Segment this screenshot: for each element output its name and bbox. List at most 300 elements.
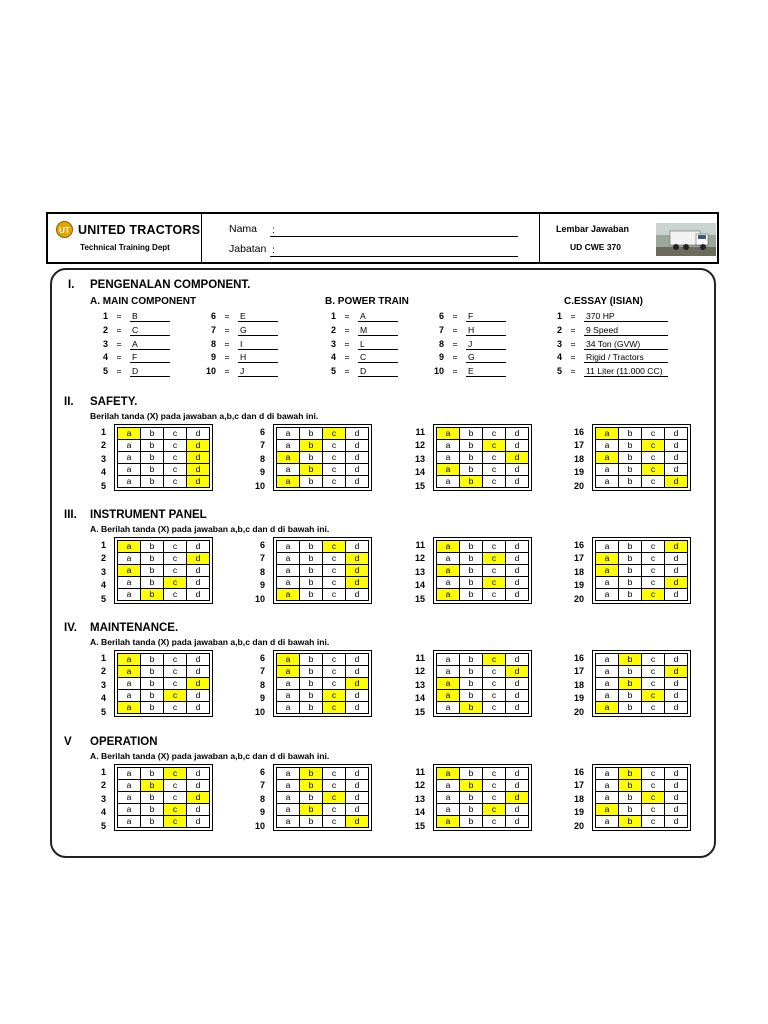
answer-option-c[interactable]: c [642,702,665,714]
answer-option-b[interactable]: b [619,678,642,690]
answer-option-c[interactable]: c [483,816,506,828]
answer-option-c[interactable]: c [323,589,346,601]
answer-option-a[interactable]: a [437,553,460,565]
answer-option-b[interactable]: b [460,541,483,553]
answer-option-d[interactable]: d [187,792,210,804]
answer-option-d[interactable]: d [346,565,369,577]
answer-option-b[interactable]: b [141,464,164,476]
answer-option-c[interactable]: c [164,565,187,577]
answer-option-d[interactable]: d [665,702,688,714]
answer-option-c[interactable]: c [164,440,187,452]
answer-option-a[interactable]: a [118,666,141,678]
answer-option-c[interactable]: c [323,476,346,488]
answer-option-b[interactable]: b [141,702,164,714]
answer-option-d[interactable]: d [346,589,369,601]
answer-option-c[interactable]: c [642,816,665,828]
answer-option-a[interactable]: a [437,440,460,452]
answer-option-c[interactable]: c [642,428,665,440]
answer-option-a[interactable]: a [596,768,619,780]
answer-option-a[interactable]: a [277,565,300,577]
answer-option-a[interactable]: a [596,792,619,804]
answer-option-d[interactable]: d [665,690,688,702]
answer-option-c[interactable]: c [642,452,665,464]
answer-option-a[interactable]: a [277,541,300,553]
answer-option-a[interactable]: a [277,589,300,601]
answer-option-b[interactable]: b [619,666,642,678]
answer-option-b[interactable]: b [141,589,164,601]
answer-option-c[interactable]: c [483,690,506,702]
answer-option-b[interactable]: b [460,690,483,702]
answer-option-d[interactable]: d [187,690,210,702]
answer-option-b[interactable]: b [141,541,164,553]
answer-option-c[interactable]: c [164,428,187,440]
answer-option-d[interactable]: d [665,577,688,589]
answer-option-b[interactable]: b [619,565,642,577]
answer-option-a[interactable]: a [277,577,300,589]
answer-option-b[interactable]: b [141,804,164,816]
answer-option-a[interactable]: a [437,654,460,666]
answer-option-a[interactable]: a [437,476,460,488]
answer-option-c[interactable]: c [323,654,346,666]
answer-option-a[interactable]: a [437,780,460,792]
answer-option-b[interactable]: b [141,476,164,488]
answer-option-a[interactable]: a [277,666,300,678]
answer-option-b[interactable]: b [460,768,483,780]
answer-option-d[interactable]: d [187,565,210,577]
answer-option-b[interactable]: b [300,440,323,452]
answer-option-a[interactable]: a [596,464,619,476]
answer-option-b[interactable]: b [300,690,323,702]
answer-option-d[interactable]: d [346,654,369,666]
answer-option-d[interactable]: d [187,577,210,589]
answer-option-b[interactable]: b [460,804,483,816]
answer-option-a[interactable]: a [277,792,300,804]
answer-option-d[interactable]: d [665,792,688,804]
answer-option-d[interactable]: d [187,476,210,488]
answer-option-a[interactable]: a [118,804,141,816]
answer-option-d[interactable]: d [346,780,369,792]
answer-option-d[interactable]: d [187,816,210,828]
answer-option-b[interactable]: b [619,690,642,702]
answer-option-c[interactable]: c [483,804,506,816]
answer-option-c[interactable]: c [483,565,506,577]
answer-option-a[interactable]: a [437,792,460,804]
answer-option-a[interactable]: a [437,428,460,440]
answer-option-b[interactable]: b [460,589,483,601]
answer-option-a[interactable]: a [437,816,460,828]
answer-option-b[interactable]: b [300,476,323,488]
answer-option-d[interactable]: d [346,768,369,780]
answer-option-a[interactable]: a [118,702,141,714]
answer-option-b[interactable]: b [300,452,323,464]
answer-option-b[interactable]: b [300,780,323,792]
answer-option-a[interactable]: a [118,428,141,440]
answer-option-d[interactable]: d [187,768,210,780]
answer-option-c[interactable]: c [483,780,506,792]
answer-option-d[interactable]: d [506,541,529,553]
answer-option-b[interactable]: b [619,804,642,816]
answer-option-a[interactable]: a [596,452,619,464]
answer-option-b[interactable]: b [141,666,164,678]
answer-option-c[interactable]: c [323,440,346,452]
answer-option-b[interactable]: b [300,589,323,601]
answer-option-b[interactable]: b [619,440,642,452]
answer-option-d[interactable]: d [346,816,369,828]
answer-option-c[interactable]: c [642,678,665,690]
answer-option-b[interactable]: b [460,816,483,828]
answer-option-d[interactable]: d [346,464,369,476]
answer-option-d[interactable]: d [506,565,529,577]
answer-option-c[interactable]: c [642,780,665,792]
answer-option-a[interactable]: a [277,768,300,780]
answer-option-c[interactable]: c [323,690,346,702]
answer-option-d[interactable]: d [506,440,529,452]
answer-option-d[interactable]: d [346,553,369,565]
answer-option-b[interactable]: b [141,452,164,464]
answer-option-b[interactable]: b [141,440,164,452]
answer-option-d[interactable]: d [187,428,210,440]
answer-option-b[interactable]: b [300,464,323,476]
answer-option-a[interactable]: a [277,702,300,714]
answer-option-c[interactable]: c [642,464,665,476]
answer-option-b[interactable]: b [619,541,642,553]
answer-option-b[interactable]: b [141,654,164,666]
answer-option-c[interactable]: c [164,768,187,780]
answer-option-a[interactable]: a [596,816,619,828]
answer-option-a[interactable]: a [277,780,300,792]
answer-option-d[interactable]: d [665,553,688,565]
answer-option-c[interactable]: c [164,678,187,690]
answer-option-a[interactable]: a [277,690,300,702]
answer-option-c[interactable]: c [164,589,187,601]
answer-option-a[interactable]: a [437,577,460,589]
answer-option-d[interactable]: d [665,464,688,476]
answer-option-a[interactable]: a [118,792,141,804]
answer-option-b[interactable]: b [619,577,642,589]
answer-option-d[interactable]: d [665,541,688,553]
answer-option-a[interactable]: a [596,666,619,678]
answer-option-d[interactable]: d [346,804,369,816]
answer-option-d[interactable]: d [187,589,210,601]
answer-option-d[interactable]: d [665,428,688,440]
answer-option-c[interactable]: c [323,768,346,780]
answer-option-a[interactable]: a [437,702,460,714]
answer-option-a[interactable]: a [596,589,619,601]
answer-option-b[interactable]: b [460,666,483,678]
answer-option-b[interactable]: b [300,428,323,440]
answer-option-c[interactable]: c [483,654,506,666]
answer-option-a[interactable]: a [277,428,300,440]
answer-option-d[interactable]: d [346,678,369,690]
answer-option-d[interactable]: d [346,452,369,464]
answer-option-a[interactable]: a [596,678,619,690]
answer-option-a[interactable]: a [118,553,141,565]
answer-option-a[interactable]: a [596,541,619,553]
answer-option-b[interactable]: b [619,553,642,565]
answer-option-b[interactable]: b [619,780,642,792]
answer-option-c[interactable]: c [642,440,665,452]
answer-option-b[interactable]: b [460,577,483,589]
answer-option-a[interactable]: a [437,589,460,601]
answer-option-c[interactable]: c [642,565,665,577]
answer-option-b[interactable]: b [619,464,642,476]
answer-option-b[interactable]: b [460,654,483,666]
answer-option-b[interactable]: b [141,577,164,589]
answer-option-d[interactable]: d [346,792,369,804]
answer-option-a[interactable]: a [118,476,141,488]
answer-option-c[interactable]: c [483,792,506,804]
answer-option-a[interactable]: a [437,666,460,678]
answer-option-b[interactable]: b [460,476,483,488]
answer-option-d[interactable]: d [346,476,369,488]
answer-option-d[interactable]: d [187,440,210,452]
answer-option-a[interactable]: a [437,690,460,702]
answer-option-b[interactable]: b [619,792,642,804]
answer-option-d[interactable]: d [506,589,529,601]
answer-option-b[interactable]: b [300,702,323,714]
answer-option-a[interactable]: a [118,464,141,476]
answer-option-a[interactable]: a [118,654,141,666]
answer-option-c[interactable]: c [323,792,346,804]
answer-option-c[interactable]: c [164,792,187,804]
answer-option-d[interactable]: d [665,804,688,816]
answer-option-d[interactable]: d [506,428,529,440]
answer-option-b[interactable]: b [300,816,323,828]
answer-option-d[interactable]: d [506,792,529,804]
answer-option-c[interactable]: c [164,553,187,565]
answer-option-c[interactable]: c [483,666,506,678]
answer-option-c[interactable]: c [323,553,346,565]
answer-option-d[interactable]: d [665,678,688,690]
answer-option-a[interactable]: a [277,816,300,828]
answer-option-d[interactable]: d [187,780,210,792]
answer-option-c[interactable]: c [642,589,665,601]
answer-option-d[interactable]: d [187,452,210,464]
answer-option-c[interactable]: c [323,666,346,678]
answer-option-c[interactable]: c [642,690,665,702]
answer-option-b[interactable]: b [619,816,642,828]
answer-option-b[interactable]: b [460,428,483,440]
answer-option-b[interactable]: b [619,768,642,780]
answer-option-a[interactable]: a [437,464,460,476]
answer-option-b[interactable]: b [300,565,323,577]
answer-option-b[interactable]: b [619,428,642,440]
answer-option-d[interactable]: d [665,666,688,678]
answer-option-a[interactable]: a [596,804,619,816]
answer-option-c[interactable]: c [483,589,506,601]
answer-option-c[interactable]: c [164,476,187,488]
answer-option-b[interactable]: b [141,553,164,565]
answer-option-a[interactable]: a [596,702,619,714]
answer-option-d[interactable]: d [187,464,210,476]
answer-option-c[interactable]: c [164,780,187,792]
answer-option-a[interactable]: a [277,553,300,565]
answer-option-a[interactable]: a [596,476,619,488]
answer-option-c[interactable]: c [483,702,506,714]
answer-option-c[interactable]: c [323,452,346,464]
answer-option-c[interactable]: c [642,804,665,816]
answer-option-c[interactable]: c [642,666,665,678]
jabatan-field[interactable] [270,256,518,257]
answer-option-a[interactable]: a [118,780,141,792]
answer-option-d[interactable]: d [506,666,529,678]
answer-option-b[interactable]: b [300,768,323,780]
answer-option-c[interactable]: c [323,804,346,816]
answer-option-d[interactable]: d [665,589,688,601]
answer-option-c[interactable]: c [164,804,187,816]
answer-option-d[interactable]: d [665,816,688,828]
answer-option-a[interactable]: a [277,452,300,464]
answer-option-b[interactable]: b [619,654,642,666]
answer-option-a[interactable]: a [118,452,141,464]
answer-option-c[interactable]: c [642,577,665,589]
answer-option-a[interactable]: a [118,690,141,702]
answer-option-d[interactable]: d [506,702,529,714]
answer-option-d[interactable]: d [346,440,369,452]
answer-option-b[interactable]: b [300,553,323,565]
answer-option-b[interactable]: b [300,577,323,589]
answer-option-b[interactable]: b [619,476,642,488]
answer-option-c[interactable]: c [642,792,665,804]
answer-option-c[interactable]: c [483,553,506,565]
answer-option-c[interactable]: c [323,428,346,440]
answer-option-b[interactable]: b [300,792,323,804]
answer-option-c[interactable]: c [164,666,187,678]
answer-option-b[interactable]: b [460,553,483,565]
answer-option-d[interactable]: d [346,541,369,553]
answer-option-d[interactable]: d [187,804,210,816]
answer-option-a[interactable]: a [277,476,300,488]
answer-option-d[interactable]: d [506,780,529,792]
answer-option-c[interactable]: c [483,577,506,589]
answer-option-a[interactable]: a [437,768,460,780]
answer-option-c[interactable]: c [323,577,346,589]
answer-option-b[interactable]: b [141,690,164,702]
answer-option-c[interactable]: c [164,541,187,553]
answer-option-c[interactable]: c [642,654,665,666]
answer-option-c[interactable]: c [323,541,346,553]
answer-option-c[interactable]: c [164,577,187,589]
answer-option-c[interactable]: c [642,768,665,780]
answer-option-c[interactable]: c [323,565,346,577]
answer-option-a[interactable]: a [118,678,141,690]
answer-option-d[interactable]: d [665,476,688,488]
answer-option-c[interactable]: c [642,476,665,488]
answer-option-b[interactable]: b [141,816,164,828]
answer-option-c[interactable]: c [323,780,346,792]
answer-option-d[interactable]: d [665,452,688,464]
nama-field[interactable] [270,236,518,237]
answer-option-b[interactable]: b [460,440,483,452]
answer-option-a[interactable]: a [596,577,619,589]
answer-option-d[interactable]: d [506,464,529,476]
answer-option-b[interactable]: b [300,654,323,666]
answer-option-d[interactable]: d [506,678,529,690]
answer-option-b[interactable]: b [460,702,483,714]
answer-option-d[interactable]: d [665,768,688,780]
answer-option-b[interactable]: b [460,678,483,690]
answer-option-a[interactable]: a [596,565,619,577]
answer-option-b[interactable]: b [141,428,164,440]
answer-option-c[interactable]: c [483,541,506,553]
answer-option-c[interactable]: c [642,553,665,565]
answer-option-b[interactable]: b [141,780,164,792]
answer-option-d[interactable]: d [346,666,369,678]
answer-option-c[interactable]: c [164,690,187,702]
answer-option-c[interactable]: c [323,816,346,828]
answer-option-a[interactable]: a [277,654,300,666]
answer-option-a[interactable]: a [437,452,460,464]
answer-option-d[interactable]: d [506,768,529,780]
answer-option-a[interactable]: a [118,816,141,828]
answer-option-c[interactable]: c [164,654,187,666]
answer-option-b[interactable]: b [619,702,642,714]
answer-option-d[interactable]: d [506,804,529,816]
answer-option-b[interactable]: b [141,792,164,804]
answer-option-d[interactable]: d [346,702,369,714]
answer-option-d[interactable]: d [187,553,210,565]
answer-option-b[interactable]: b [300,666,323,678]
answer-option-d[interactable]: d [506,577,529,589]
answer-option-b[interactable]: b [460,780,483,792]
answer-option-a[interactable]: a [118,577,141,589]
answer-option-d[interactable]: d [187,702,210,714]
answer-option-a[interactable]: a [437,678,460,690]
answer-option-d[interactable]: d [506,452,529,464]
answer-option-c[interactable]: c [323,464,346,476]
answer-option-b[interactable]: b [460,464,483,476]
answer-option-a[interactable]: a [596,428,619,440]
answer-option-b[interactable]: b [460,452,483,464]
answer-option-d[interactable]: d [506,690,529,702]
answer-option-c[interactable]: c [483,440,506,452]
answer-option-a[interactable]: a [596,690,619,702]
answer-option-c[interactable]: c [483,678,506,690]
answer-option-a[interactable]: a [118,768,141,780]
answer-option-a[interactable]: a [118,565,141,577]
answer-option-c[interactable]: c [164,702,187,714]
answer-option-d[interactable]: d [187,541,210,553]
answer-option-c[interactable]: c [164,452,187,464]
answer-option-c[interactable]: c [483,768,506,780]
answer-option-c[interactable]: c [164,816,187,828]
answer-option-c[interactable]: c [323,678,346,690]
answer-option-d[interactable]: d [346,428,369,440]
answer-option-b[interactable]: b [141,678,164,690]
answer-option-c[interactable]: c [483,476,506,488]
answer-option-a[interactable]: a [437,541,460,553]
answer-option-a[interactable]: a [277,804,300,816]
answer-option-b[interactable]: b [460,565,483,577]
answer-option-d[interactable]: d [506,553,529,565]
answer-option-d[interactable]: d [665,440,688,452]
answer-option-a[interactable]: a [118,440,141,452]
answer-option-d[interactable]: d [506,816,529,828]
answer-option-c[interactable]: c [164,464,187,476]
answer-option-a[interactable]: a [277,440,300,452]
answer-option-b[interactable]: b [460,792,483,804]
answer-option-b[interactable]: b [141,565,164,577]
answer-option-a[interactable]: a [277,678,300,690]
answer-option-a[interactable]: a [596,553,619,565]
answer-option-a[interactable]: a [118,541,141,553]
answer-option-a[interactable]: a [277,464,300,476]
answer-option-b[interactable]: b [619,452,642,464]
answer-option-d[interactable]: d [346,690,369,702]
answer-option-d[interactable]: d [506,654,529,666]
answer-option-b[interactable]: b [141,768,164,780]
answer-option-a[interactable]: a [596,440,619,452]
